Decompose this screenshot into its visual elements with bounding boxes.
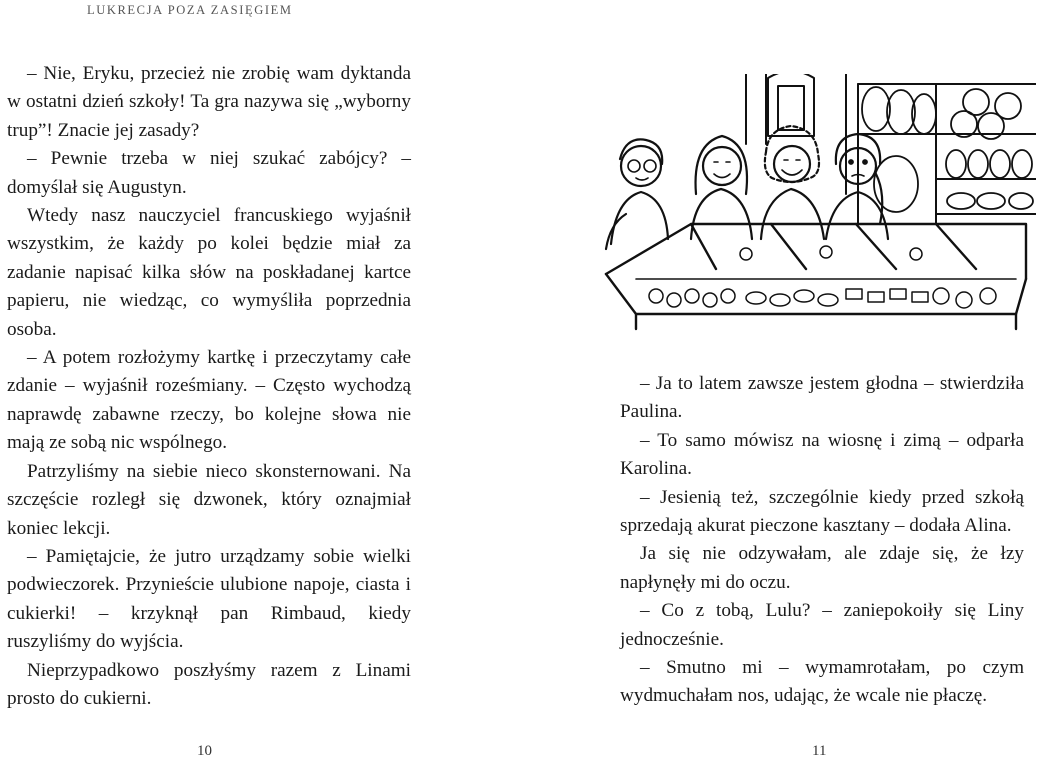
left-page-text: [7, 60, 411, 713]
page-number-left: 10: [197, 743, 212, 759]
paragraph: Ja się nie odzywałam, ale zdaje się, że łzy napłynęły mi do oczu.: [620, 543, 1024, 593]
paragraph: Nieprzypadkowo poszłyśmy razem z Linami prosto do cukierni.: [7, 659, 411, 709]
paragraph: – Nie, Eryku, przecież nie zrobię wam dyktanda w ostatni dzień szkoły! Ta gra nazywa się „wyborny trup”! Znacie jej zasady?: [7, 63, 411, 141]
paragraph: – Jesienią też, szczególnie kiedy przed szkołą sprzedają akurat pieczone kasztany – dodała Alina.: [620, 486, 1024, 537]
paragraph: – A potem rozłożymy kartkę i przeczytamy całe zdanie – wyjaśnił roześmiany. – Często wychodzą naprawdę zabawne rzeczy, bo kolejne słowa nie mają ze sobą nic wspólnego.: [7, 347, 411, 454]
paragraph: – Co z tobą, Lulu? – zaniepokoiły się Liny jednocześnie.: [620, 600, 1024, 650]
bread-loaves: [862, 87, 1033, 212]
paragraph: Patrzyliśmy na siebie nieco skonsternowani. Na szczęście rozległ się dzwonek, który oznajmiał koniec lekcji.: [7, 460, 411, 539]
bakery-illustration: [596, 74, 1036, 334]
running-head-title: LUKRECJA POZA ZASIĘGIEM: [87, 3, 293, 17]
paragraph: – To samo mówisz na wiosnę i zimą – odparła Karolina.: [620, 429, 1024, 480]
pastries: [649, 246, 996, 308]
paragraph: – Pamiętajcie, że jutro urządzamy sobie wielki podwieczorek. Przynieście ulubione napoje, ciasta i cukierki! – krzyknął pan Rimbaud, kiedy ruszyliśmy do wyjścia.: [7, 545, 411, 653]
right-page-text: [620, 370, 1024, 711]
display-counter: [606, 224, 1026, 329]
paragraph: – Smutno mi – wymamrotałam, po czym wydmuchałam nos, udając, że wcale nie płaczę.: [620, 657, 1024, 707]
page-number-right: 11: [812, 743, 827, 759]
paragraph: – Pewnie trzeba w niej szukać zabójcy? – domyślał się Augustyn.: [7, 148, 411, 198]
paragraph: Wtedy nasz nauczyciel francuskiego wyjaśnił wszystkim, że każdy po kolei będzie miał za zadanie napisać kilka słów na poskładanej kartce papieru, nie wiedząc, co wymyśliła poprzednia osoba.: [7, 205, 411, 340]
paragraph: – Ja to latem zawsze jestem głodna – stwierdziła Paulina.: [620, 373, 1024, 423]
girl-3-curly-hair: [761, 126, 824, 239]
girl-1-with-glasses: [606, 139, 668, 249]
